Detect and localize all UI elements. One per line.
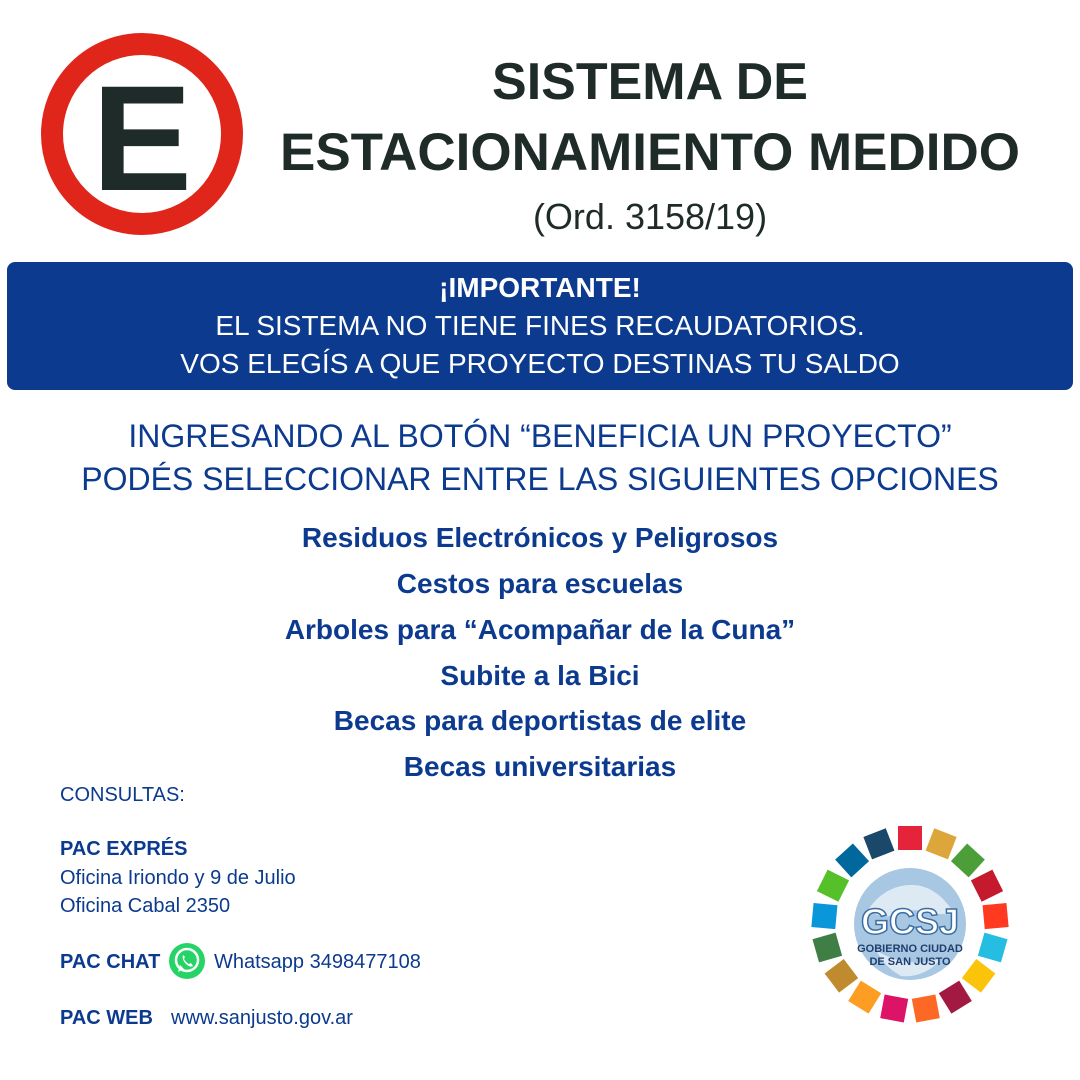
- pac-chat-value[interactable]: Whatsapp 3498477108: [214, 951, 421, 973]
- sdg-tile: [811, 903, 837, 929]
- intro-line-2: PODÉS SELECCIONAR ENTRE LAS SIGUIENTES OPCIONES: [81, 461, 999, 497]
- project-option: Arboles para “Acompañar de la Cuna”: [284, 614, 796, 645]
- sdg-tile: [983, 903, 1009, 929]
- sdg-tile: [962, 959, 996, 993]
- gcsj-logo: [806, 820, 1014, 1028]
- sdg-tile: [912, 994, 940, 1022]
- logo-name-line-1: GOBIERNO CIUDAD: [857, 943, 963, 955]
- banner-line-1: EL SISTEMA NO TIENE FINES RECAUDATORIOS.: [215, 310, 865, 341]
- project-option: Becas para deportistas de elite: [333, 705, 747, 736]
- pac-expres-office-1: Oficina Iriondo y 9 de Julio: [60, 867, 296, 889]
- logo-abbreviation: GCSJ: [860, 901, 960, 942]
- sdg-tile: [926, 828, 957, 859]
- sdg-tile: [817, 870, 849, 902]
- pac-web-label: PAC WEB: [60, 1007, 153, 1029]
- pac-expres-label: PAC EXPRÉS: [60, 838, 188, 860]
- sdg-tile: [939, 981, 972, 1014]
- pac-chat-label: PAC CHAT: [60, 951, 161, 973]
- sdg-tile: [880, 994, 908, 1022]
- parking-sign-letter: E: [91, 54, 193, 222]
- title-line-2: ESTACIONAMIENTO MEDIDO: [279, 123, 1021, 182]
- logo-name-line-2: DE SAN JUSTO: [869, 956, 951, 968]
- whatsapp-icon[interactable]: [168, 942, 206, 980]
- pac-web-link[interactable]: www.sanjusto.gov.ar: [171, 1007, 353, 1029]
- sdg-tile: [848, 981, 881, 1014]
- intro-line-1: INGRESANDO AL BOTÓN “BENEFICIA UN PROYECTO”: [128, 418, 952, 454]
- sdg-tile: [951, 843, 985, 877]
- sdg-tile: [812, 933, 842, 963]
- pac-expres-office-2: Oficina Cabal 2350: [60, 895, 231, 917]
- project-option: Becas universitarias: [403, 751, 677, 782]
- project-option: Cestos para escuelas: [396, 568, 684, 599]
- banner-heading: ¡IMPORTANTE!: [439, 272, 641, 303]
- sdg-tile: [898, 826, 922, 850]
- title-line-1: SISTEMA DE: [492, 53, 808, 111]
- project-option: Subite a la Bici: [440, 660, 640, 691]
- sdg-tile: [825, 959, 859, 993]
- sdg-tile: [863, 828, 894, 859]
- sdg-tile: [971, 870, 1003, 902]
- important-banner: [7, 262, 1073, 390]
- project-option: Residuos Electrónicos y Peligrosos: [301, 522, 779, 553]
- sdg-tile: [835, 843, 869, 877]
- ordinance-number: (Ord. 3158/19): [532, 196, 768, 237]
- sdg-tile: [978, 933, 1008, 963]
- parking-sign-icon: [40, 32, 244, 236]
- contacts-heading: CONSULTAS:: [60, 784, 185, 806]
- banner-line-2: VOS ELEGÍS A QUE PROYECTO DESTINAS TU SALDO: [180, 348, 900, 379]
